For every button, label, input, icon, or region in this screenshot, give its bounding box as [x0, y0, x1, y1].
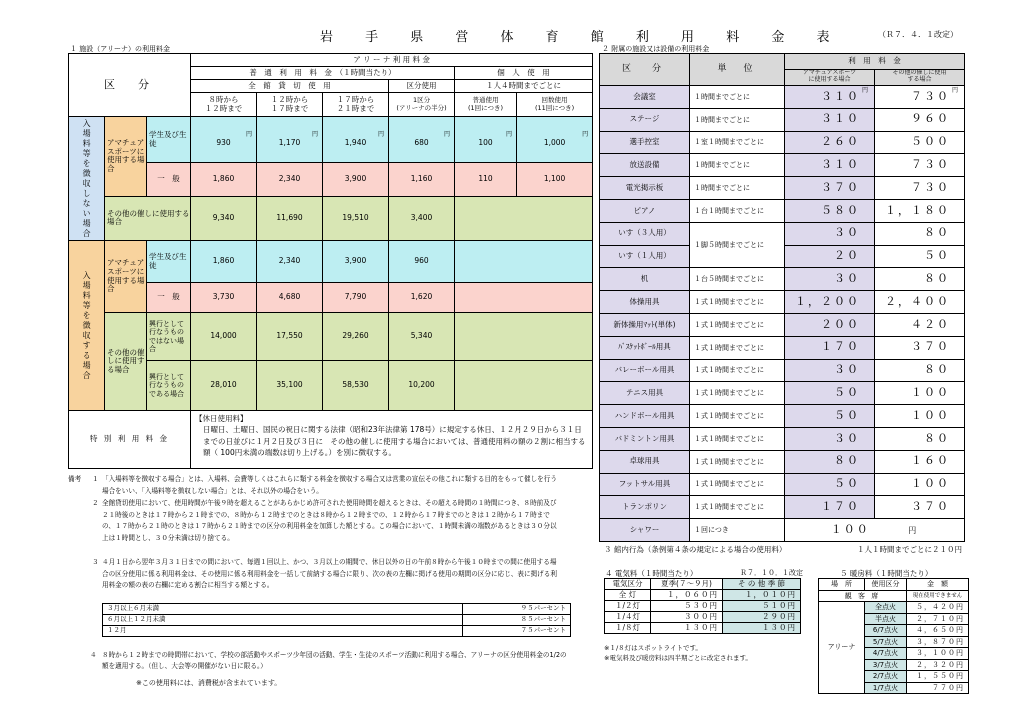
special-fee-text: 日曜日、土曜日、国民の祝日に関する法律（昭和23年法律第 178号）に規定する休日、１２月２９日から３１日までの日並びに１月２日及び３日に その他の催しに使用する場合においては、普通使用料の額の２割に相当する額（ 100円未満の端数は切り上げる。）を別に徴収する。	[203, 425, 586, 457]
fee-amateur: ３０	[785, 427, 875, 450]
col-partial: 1区分 (アリーナの半分)	[389, 93, 455, 117]
fee-cell: 5,340	[389, 313, 455, 361]
col-normal: 普通使用 (1回につき)	[455, 93, 517, 117]
elec-other: ２９０円	[723, 612, 801, 623]
yen-mark: 円	[951, 87, 960, 94]
page-title: 岩 手 県 営 体 育 館 利 用 料 金 表	[320, 30, 844, 45]
fee-amateur: １７０	[785, 496, 875, 519]
fee-amateur: ２０	[785, 245, 875, 268]
fee-cell: 1,160	[389, 163, 455, 197]
fee-cell: 1,100	[517, 163, 593, 197]
item-name: 卓球用具	[600, 450, 690, 473]
item-unit: １式１時間までごとに	[690, 473, 785, 496]
per4h-header: １人４時間までごとに	[455, 80, 593, 93]
col-amateur: アマチュアスポーツ に使用する場合	[785, 69, 875, 85]
fee-cell: 1,860	[191, 163, 257, 197]
item-unit: １台５時間までごとに	[690, 268, 785, 291]
fee-other	[875, 86, 965, 109]
fee-other: １６０	[875, 450, 965, 473]
item-name: トランポリン	[600, 496, 690, 519]
fee-amateur: １７０	[785, 336, 875, 359]
heat-fee: ３，１００円	[907, 648, 969, 660]
elec-kind: １/２灯	[605, 601, 651, 612]
fee-other: １００	[875, 405, 965, 428]
yen-mark: 円	[312, 130, 319, 138]
equipment-fee-table	[599, 53, 965, 542]
fee-other: １，１８０	[875, 199, 965, 222]
note-4: ８時から１２時までの時間帯において、学校の部活動やスポーツ少年団の活動、学生・生徒のスポーツ活動に利用する場合、アリーナの区分使用料金の1/2の額を適用する。（但し、大会等の開催がない日に限る。）	[102, 651, 567, 671]
fee-amateur: ３０	[785, 359, 875, 382]
heat-fee: ３，８７０円	[907, 636, 969, 648]
note-number: ３	[92, 558, 99, 566]
col-header: そ の 他 季 節	[723, 579, 801, 590]
unit-header: 単 位	[690, 54, 785, 86]
fee-cell: 1,170	[278, 137, 301, 147]
fee-amateur: ５０	[785, 382, 875, 405]
fee-cell: 1,000	[543, 137, 566, 147]
item-name: ﾊﾞｽｹｯﾄﾎﾞｰﾙ用具	[600, 336, 690, 359]
item-name: 体操用具	[600, 291, 690, 314]
fee-cell: 680	[414, 137, 429, 147]
fee-cell: 1,940	[344, 137, 367, 147]
elec-kind: １/８灯	[605, 623, 651, 634]
fee-other: １００	[875, 382, 965, 405]
col-header: 夏季(７～９月)	[651, 579, 723, 590]
exhibit-not-label: 興行として行なうものではない場合	[147, 313, 191, 361]
fee-cell: 3,400	[389, 196, 455, 240]
electricity-note-1: ※１/８灯はスポットライトです。	[604, 644, 702, 652]
item-unit: １式１時間までごとに	[690, 359, 785, 382]
no-admission-label: 入場料等を徴収しない場合	[69, 117, 105, 241]
fee-cell: 3,730	[191, 283, 257, 313]
fee-cell: 3,900	[323, 241, 389, 283]
students-label-2: 学生及び生徒	[147, 241, 191, 283]
period-label: ３月以上６月未満	[103, 604, 463, 615]
fee-cell: 17,550	[257, 313, 323, 361]
heat-kind: 半点火	[865, 613, 907, 625]
item-name: 机	[600, 268, 690, 291]
fee-amateur: ３１０	[785, 108, 875, 131]
item-unit: １式１時間までごとに	[690, 496, 785, 519]
yen-mark: 円	[506, 130, 513, 138]
fee-amateur: ３０	[785, 268, 875, 291]
fee-cell: 10,200	[389, 361, 455, 411]
electricity-notes	[604, 643, 752, 664]
fee-other: １００	[875, 473, 965, 496]
fee-amateur: ５０	[785, 405, 875, 428]
item-name: いす（１人用）	[600, 245, 690, 268]
arena-fee-table	[68, 53, 593, 469]
period-pct: ７５パーセント	[463, 626, 571, 637]
fee-amateur: ８０	[785, 450, 875, 473]
section3-heading: ３ 館内行為（条例第４条の規定による場合の使用料）	[604, 545, 787, 554]
fee-cell: 9,340	[191, 196, 257, 240]
fee-cell: 2,340	[257, 241, 323, 283]
col-header: 場 所	[819, 579, 865, 591]
general-label-1: 一 般	[147, 163, 191, 197]
item-name: バレーボール用具	[600, 359, 690, 382]
item-name: 電光掲示板	[600, 177, 690, 200]
fee-other: ７３０	[875, 177, 965, 200]
fee-cell: 28,010	[191, 361, 257, 411]
section3-text: １人１時間までごとに２１０円	[857, 545, 962, 554]
item-unit: １式１時間までごとに	[690, 405, 785, 428]
note-number: １	[92, 475, 99, 483]
item-name: 放送設備	[600, 154, 690, 177]
elec-other: ５１０円	[723, 601, 801, 612]
col-header: 使用区分	[865, 579, 907, 591]
fee-other: ５０	[875, 245, 965, 268]
electricity-table	[604, 578, 801, 634]
students-label-1: 学生及び生徒	[147, 117, 191, 163]
fee-cell: 4,680	[257, 283, 323, 313]
heat-fee: ７７０円	[907, 682, 969, 694]
unavailable: 現在使用できません	[907, 590, 969, 602]
shower-name: シャワー	[600, 519, 690, 542]
fee-other: ２，４００	[875, 291, 965, 314]
item-unit: １式１時間までごとに	[690, 450, 785, 473]
fee-amateur: ３７０	[785, 177, 875, 200]
elec-summer: １３０円	[651, 623, 723, 634]
fee-cell: 930	[216, 137, 231, 147]
note-number: ２	[92, 499, 99, 507]
fee-cell: 35,100	[257, 361, 323, 411]
fee-amateur: ２００	[785, 313, 875, 336]
item-name: テニス用具	[600, 382, 690, 405]
period-pct: ９５パーセント	[463, 604, 571, 615]
fee-other: ５００	[875, 131, 965, 154]
col-8-12: ８時から １２時まで	[191, 93, 257, 117]
elec-summer: ５３０円	[651, 601, 723, 612]
fee-other: ８０	[875, 268, 965, 291]
heat-kind: 5/7点火	[865, 636, 907, 648]
col-header: 電気区分	[605, 579, 651, 590]
audience-seat: 観 客 席	[819, 590, 907, 602]
note-4-block	[90, 650, 572, 672]
item-unit: １式１時間までごとに	[690, 382, 785, 405]
item-unit: １脚５時間までごとに	[690, 222, 785, 268]
fee-amateur: １，２００	[785, 291, 875, 314]
heat-fee: ４，６５０円	[907, 625, 969, 637]
fee-amateur: ３１０	[785, 154, 875, 177]
partial-header: 区分使用	[389, 80, 455, 93]
yen-mark: 円	[582, 130, 589, 138]
fee-header: 利 用 料 金	[785, 54, 965, 70]
item-unit: １式１時間までごとに	[690, 291, 785, 314]
item-unit: １室１時間までごとに	[690, 131, 785, 154]
fee-cell: 110	[455, 163, 517, 197]
section4-heading: ４ 電気料（１時間当たり）	[605, 569, 698, 578]
amateur-label-1: アマチュアスポーツに使用する場合	[105, 117, 147, 197]
section5-heading: ５ 暖房料（１時間当たり）	[840, 569, 933, 578]
tax-note: ※この使用料には、消費税が含まれています。	[136, 679, 282, 687]
item-unit: １時間までごとに	[690, 86, 785, 109]
col-12-17: １２時から １７時まで	[257, 93, 323, 117]
heat-fee: ２，７１０円	[907, 613, 969, 625]
general-label-2: 一 般	[147, 283, 191, 313]
full-rent-header: 全 館 貸 切 使 用	[191, 80, 389, 93]
item-name: バドミントン用具	[600, 427, 690, 450]
arena-place: アリーナ	[819, 602, 865, 694]
heat-kind: 全点火	[865, 602, 907, 614]
fee-cell: 960	[389, 241, 455, 283]
fee-other: ３７０	[875, 496, 965, 519]
heat-kind: 4/7点火	[865, 648, 907, 660]
item-unit: １式１時間までごとに	[690, 336, 785, 359]
fee-other: ７３０	[875, 154, 965, 177]
period-label: ６月以上１２月未満	[103, 615, 463, 626]
item-unit: １時間までごとに	[690, 177, 785, 200]
fee-value: ７３０	[911, 89, 950, 103]
fee-cell: 58,530	[323, 361, 389, 411]
elec-summer: １，０６０円	[651, 590, 723, 601]
item-name: 選手控室	[600, 131, 690, 154]
personal-header: 個 人 使 用	[455, 67, 593, 80]
col-other: その他の催しに使用 する場合	[875, 69, 965, 85]
arena-fee-header: ア リ ー ナ 利 用 料 金	[191, 54, 593, 67]
fee-value: ３１０	[821, 89, 860, 103]
period-table	[102, 603, 571, 637]
special-fee-label: 特 別 利 用 料 金	[69, 411, 191, 469]
item-name: 会議室	[600, 86, 690, 109]
col-coupon: 回数使用 (11回につき)	[517, 93, 593, 117]
fee-other: ８０	[875, 359, 965, 382]
fee-cell: 1,620	[389, 283, 455, 313]
fee-cell: 11,690	[257, 196, 323, 240]
heat-kind: 6/7点火	[865, 625, 907, 637]
note-number: ４	[90, 651, 97, 659]
section1-heading: １ 施設（アリーナ）の利用料金	[70, 45, 170, 53]
fee-other: ３７０	[875, 336, 965, 359]
item-name: いす（３人用）	[600, 222, 690, 245]
yen-mark: 円	[861, 87, 870, 94]
note-1: 「入場料等を徴収する場合」とは、入場料、会費等しくはこれらに類する料金を徴収する場合又は営業の宣伝その他これに類する目的をもって催しを行う場合をいい、「入場料等を徴収しない場合」とは、それ以外の場合をいう。	[102, 475, 557, 495]
yen-mark: 円	[444, 130, 451, 138]
fee-other: ８０	[875, 222, 965, 245]
item-name: ピアノ	[600, 199, 690, 222]
other-use-label: その他の催しに使用する場合	[105, 196, 191, 240]
note-2: 全館貸切使用において、使用時間が午後９時を超えることがあらかじめ許可された使用時間を超えるときは、その超える時間の１時間につき、８時前及び２１時後のときは１７時から２１時までの、８時から１２時までのときは８時から１２時までの、１２時から１７時までのときは１２時から１７時までの、１７時から２１時のときは１７時から２１時までの区分の利用料金を加算した額とする。この場合において、１時間未満の端数があるときは３０分以上は１時間とし、３０分未満は切り捨てる。	[102, 499, 557, 542]
special-fee-title: 【休日使用料】	[195, 414, 248, 423]
kubun-header-2: 区 分	[600, 54, 690, 86]
yen-mark: 円	[378, 130, 385, 138]
fee-cell: 14,000	[191, 313, 257, 361]
fee-other: ９６０	[875, 108, 965, 131]
heat-fee: １，５５０円	[907, 671, 969, 683]
item-name: 新体操用ﾏｯﾄ(単体)	[600, 313, 690, 336]
fee-amateur: ５０	[785, 473, 875, 496]
item-name: ステージ	[600, 108, 690, 131]
fee-cell: 7,790	[323, 283, 389, 313]
exhibit-yes-label: 興行として行なうものである場合	[147, 361, 191, 411]
section4-revision: Ｒ７．１０．１改定	[740, 569, 803, 577]
period-label: １２月	[103, 626, 463, 637]
fee-amateur: ５８０	[785, 199, 875, 222]
section2-heading: ２ 附属の施設又は設備の利用料金	[602, 45, 710, 53]
shower-fee: １００	[830, 522, 870, 536]
item-unit: １式１時間までごとに	[690, 427, 785, 450]
fee-amateur	[785, 86, 875, 109]
fee-cell: 2,340	[257, 163, 323, 197]
heating-table	[818, 578, 969, 694]
notes-mark: 備考	[68, 475, 82, 483]
fee-cell: 1,860	[191, 241, 257, 283]
item-unit: １式１時間までごとに	[690, 313, 785, 336]
note-3: ４月１日から翌年３月３１日までの間において、毎週１回以上、かつ、３月以上の期間で、休日以外の日の午前８時から午後１０時までの間に使用する場合の区分使用に係る利用料金は、その使用に係る利用料金を一括して前納する場合に限り、次の表の左欄に掲げる使用の期間の区分に応じ、表に掲げる利用料金の額の表の右欄に定める割合に相当する額とする。	[102, 558, 557, 590]
elec-other: １３０円	[723, 623, 801, 634]
elec-kind: １/４灯	[605, 612, 651, 623]
heat-fee: ２，３２０円	[907, 659, 969, 671]
fee-amateur: ２６０	[785, 131, 875, 154]
heat-fee: ５，４２０円	[907, 602, 969, 614]
yen-mark: 円	[908, 525, 919, 535]
normal-fee-header: 普 通 利 用 料 金 （１時間当たり）	[191, 67, 455, 80]
heat-kind: 3/7点火	[865, 659, 907, 671]
fee-other: ４２０	[875, 313, 965, 336]
fee-cell: 29,260	[323, 313, 389, 361]
kubun-header: 区 分	[69, 54, 191, 117]
revision-date: （Ｒ７．４．１改定）	[878, 30, 958, 39]
yen-mark: 円	[246, 130, 253, 138]
with-admission-label: 入場料等を徴収する場合	[69, 241, 105, 411]
shower-unit: １回につき	[690, 519, 785, 542]
electricity-note-2: ※電気料及び暖房料は四半期ごとに改定されます。	[604, 654, 752, 663]
item-unit: １時間までごとに	[690, 154, 785, 177]
elec-summer: ３００円	[651, 612, 723, 623]
fee-other: ８０	[875, 427, 965, 450]
item-unit: １時間までごとに	[690, 108, 785, 131]
elec-kind: 全 灯	[605, 590, 651, 601]
period-pct: ８５パーセント	[463, 615, 571, 626]
fee-cell: 100	[478, 137, 493, 147]
shower-fee-cell	[785, 519, 965, 542]
fee-amateur: ３０	[785, 222, 875, 245]
item-name: フットサル用具	[600, 473, 690, 496]
heat-kind: 1/7点火	[865, 682, 907, 694]
col-header: 金 額	[907, 579, 969, 591]
amateur-label-2: アマチュアスポーツに使用する場合	[105, 241, 147, 313]
fee-cell: 19,510	[323, 196, 389, 240]
special-fee-body	[191, 411, 593, 469]
col-17-21: １７時から ２１時まで	[323, 93, 389, 117]
heat-kind: 2/7点火	[865, 671, 907, 683]
elec-other: １，０１０円	[723, 590, 801, 601]
fee-cell: 3,900	[323, 163, 389, 197]
item-unit: １台１時間までごとに	[690, 199, 785, 222]
item-name: ハンドボール用具	[600, 405, 690, 428]
other-use-label-2: その他の催しに使用する場合	[105, 313, 147, 411]
